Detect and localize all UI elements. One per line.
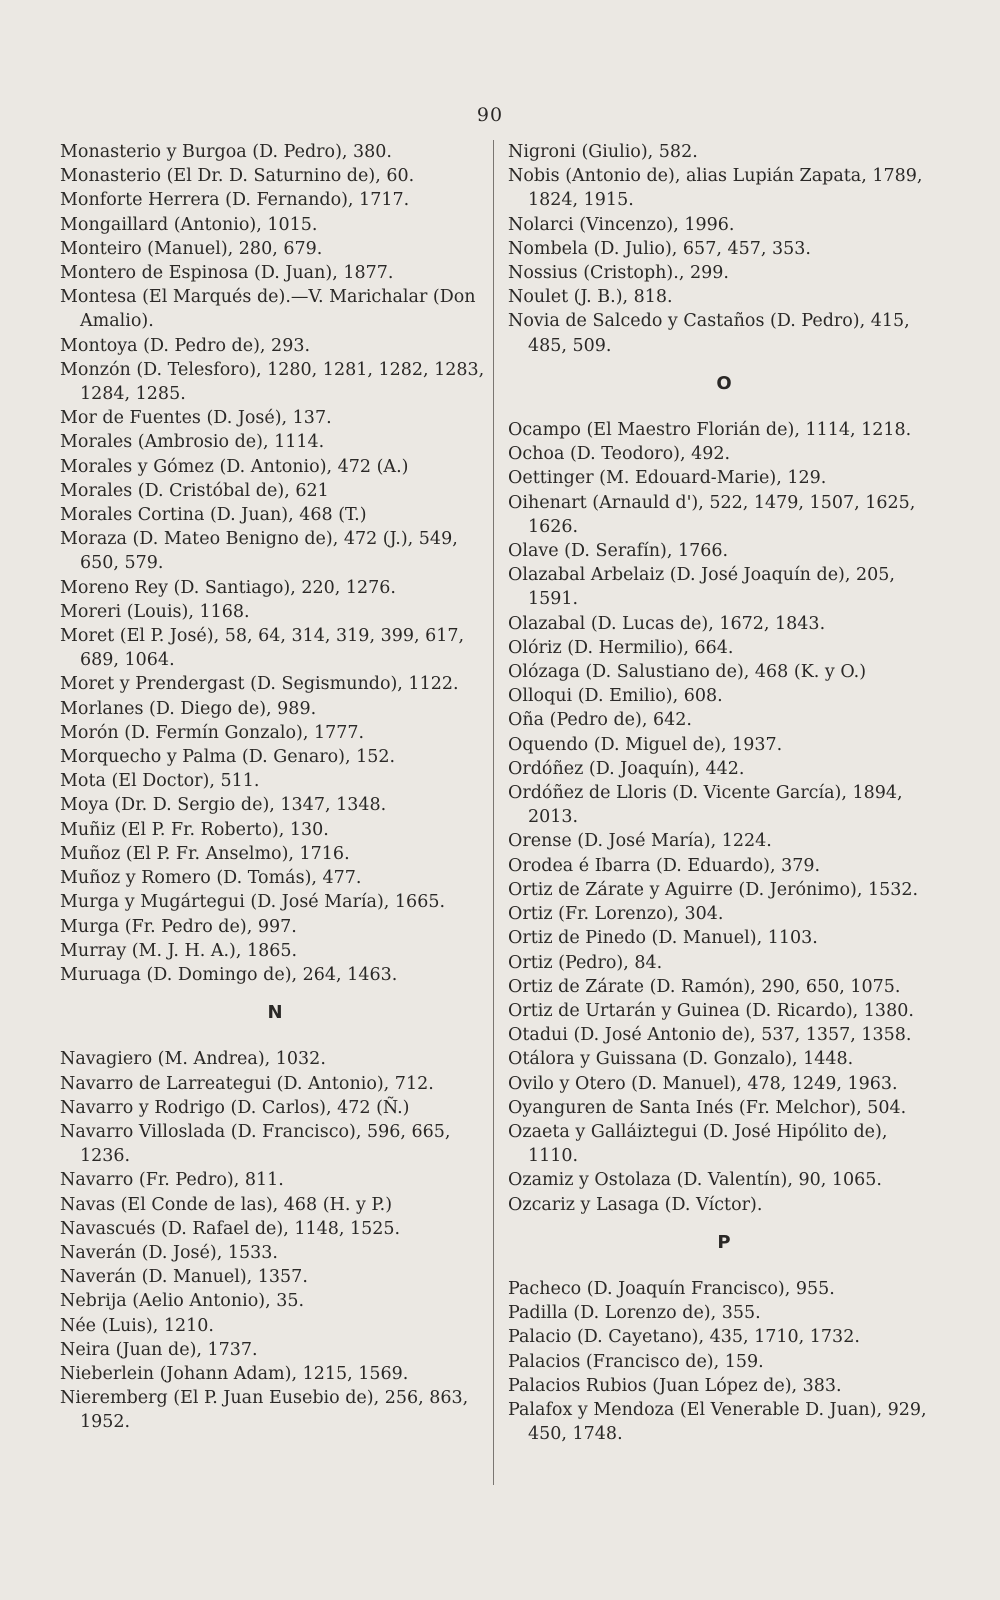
index-entry: Padilla (D. Lorenzo de), 355.: [508, 1303, 761, 1324]
index-entry: Muñiz (El P. Fr. Roberto), 130.: [60, 819, 329, 840]
column-divider: [493, 140, 494, 1485]
index-entry: Nombela (D. Julio), 657, 457, 353.: [508, 238, 811, 259]
index-entry: Oyanguren de Santa Inés (Fr. Melchor), 504.: [508, 1097, 907, 1118]
index-entry: Palacio (D. Cayetano), 435, 1710, 1732.: [508, 1327, 860, 1348]
index-entry: Pacheco (D. Joaquín Francisco), 955.: [508, 1278, 835, 1299]
index-entry: Navascués (D. Rafael de), 1148, 1525.: [60, 1218, 401, 1239]
index-entry: Navagiero (M. Andrea), 1032.: [60, 1049, 326, 1070]
index-entry: Monteiro (Manuel), 280, 679.: [60, 238, 323, 259]
index-entry: Montero de Espinosa (D. Juan), 1877.: [60, 263, 394, 284]
index-entry: Morales (D. Cristóbal de), 621: [60, 480, 329, 501]
index-entry: Navarro y Rodrigo (D. Carlos), 472 (Ñ.): [60, 1097, 410, 1118]
index-entry: Ozaeta y Galláiztegui (D. José Hipólito de), 1110.: [508, 1121, 888, 1167]
index-entry: Olloqui (D. Emilio), 608.: [508, 686, 723, 707]
index-entry: Moret y Prendergast (D. Segismundo), 1122.: [60, 674, 459, 695]
index-entry: Nebrija (Aelio Antonio), 35.: [60, 1291, 305, 1312]
index-entry: Noulet (J. B.), 818.: [508, 287, 673, 308]
index-entry: Muñoz y Romero (D. Tomás), 477.: [60, 868, 362, 889]
index-entry: Navas (El Conde de las), 468 (H. y P.): [60, 1194, 393, 1215]
index-entry: Oettinger (M. Edouard-Marie), 129.: [508, 468, 827, 489]
index-entry: Murga y Mugártegui (D. José María), 1665.: [60, 892, 446, 913]
index-entry: Mongaillard (Antonio), 1015.: [60, 214, 318, 235]
index-entry: Ozcariz y Lasaga (D. Víctor).: [508, 1194, 763, 1215]
index-entry: Nobis (Antonio de), alias Lupián Zapata, 1789, 1824, 1915.: [508, 166, 923, 211]
section-heading-o: O: [716, 372, 732, 394]
index-entry: Mor de Fuentes (D. José), 137.: [60, 408, 332, 429]
page-number: 90: [476, 104, 504, 126]
index-entry: Morales y Gómez (D. Antonio), 472 (A.): [60, 456, 409, 477]
index-entry: Navarro Villoslada (D. Francisco), 596, 665, 1236.: [60, 1121, 451, 1167]
index-entry: Ortiz de Pinedo (D. Manuel), 1103.: [508, 928, 818, 949]
index-entry: Morales Cortina (D. Juan), 468 (T.): [60, 505, 367, 526]
index-entry: Orodea é Ibarra (D. Eduardo), 379.: [508, 855, 821, 876]
index-entry: Olazabal (D. Lucas de), 1672, 1843.: [508, 613, 826, 634]
section-heading-p: P: [717, 1231, 731, 1253]
index-entry: Ovilo y Otero (D. Manuel), 478, 1249, 1963.: [508, 1073, 898, 1094]
section-heading-n: N: [267, 1002, 283, 1024]
index-entry: Ozamiz y Ostolaza (D. Valentín), 90, 1065.: [508, 1170, 882, 1191]
index-entry: Morales (Ambrosio de), 1114.: [60, 432, 325, 453]
index-entry: Ordóñez de Lloris (D. Vicente García), 1894, 2013.: [508, 783, 903, 828]
index-entry: Neira (Juan de), 1737.: [60, 1339, 258, 1360]
left-column: [60, 140, 490, 1435]
entries-o: [508, 418, 940, 1217]
index-entry: Moreri (Louis), 1168.: [60, 601, 250, 622]
index-entry: Ortiz de Urtarán y Guinea (D. Ricardo), 1380.: [508, 1000, 914, 1021]
entries-p: [508, 1277, 940, 1446]
entries-n-continued: [508, 140, 940, 358]
index-entry: Monasterio y Burgoa (D. Pedro), 380.: [60, 142, 392, 162]
index-entry: Morquecho y Palma (D. Genaro), 152.: [60, 747, 396, 768]
index-entry: Navarro (Fr. Pedro), 811.: [60, 1170, 284, 1191]
index-entry: Otálora y Guissana (D. Gonzalo), 1448.: [508, 1049, 854, 1070]
index-entry: Murray (M. J. H. A.), 1865.: [60, 940, 298, 961]
index-entry: Olózaga (D. Salustiano de), 468 (K. y O.): [508, 662, 867, 683]
index-entry: Olazabal Arbelaiz (D. José Joaquín de), 205, 1591.: [508, 565, 895, 610]
index-entry: Montesa (El Marqués de).—V. Marichalar (Don Amalio).: [60, 287, 476, 332]
index-entry: Muñoz (El P. Fr. Anselmo), 1716.: [60, 843, 350, 864]
index-entry: Orense (D. José María), 1224.: [508, 831, 772, 852]
index-entry: Monforte Herrera (D. Fernando), 1717.: [60, 190, 410, 211]
index-entry: Novia de Salcedo y Castaños (D. Pedro), 415, 485, 509.: [508, 311, 910, 356]
index-entry: Nossius (Cristoph)., 299.: [508, 263, 729, 284]
index-entry: Muruaga (D. Domingo de), 264, 1463.: [60, 964, 398, 985]
index-entry: Monzón (D. Telesforo), 1280, 1281, 1282, 1283, 1284, 1285.: [60, 359, 485, 405]
index-entry: Olóriz (D. Hermilio), 664.: [508, 637, 734, 658]
index-entry: Montoya (D. Pedro de), 293.: [60, 335, 311, 356]
index-entry: Nigroni (Giulio), 582.: [508, 142, 698, 162]
entries-m: [60, 140, 490, 987]
index-entry: Nieberlein (Johann Adam), 1215, 1569.: [60, 1363, 409, 1384]
index-entry: Morón (D. Fermín Gonzalo), 1777.: [60, 722, 365, 743]
entries-n: [60, 1047, 490, 1434]
index-entry: Moreno Rey (D. Santiago), 220, 1276.: [60, 577, 396, 598]
index-entry: Monasterio (El Dr. D. Saturnino de), 60.: [60, 166, 415, 187]
index-entry: Naverán (D. José), 1533.: [60, 1242, 278, 1263]
index-entry: Oihenart (Arnauld d'), 522, 1479, 1507, 1625, 1626.: [508, 492, 916, 537]
index-entry: Oña (Pedro de), 642.: [508, 710, 692, 731]
index-entry: Mota (El Doctor), 511.: [60, 771, 260, 792]
index-entry: Palafox y Mendoza (El Venerable D. Juan), 929, 450, 1748.: [508, 1399, 927, 1445]
index-entry: Ocampo (El Maestro Florián de), 1114, 1218.: [508, 420, 912, 441]
index-entry: Ochoa (D. Teodoro), 492.: [508, 444, 731, 465]
index-entry: Naverán (D. Manuel), 1357.: [60, 1267, 308, 1288]
index-entry: Ordóñez (D. Joaquín), 442.: [508, 758, 745, 779]
index-entry: Née (Luis), 1210.: [60, 1315, 214, 1336]
index-entry: Ortiz (Pedro), 84.: [508, 952, 663, 973]
index-entry: Palacios (Francisco de), 159.: [508, 1351, 764, 1372]
index-entry: Olave (D. Serafín), 1766.: [508, 541, 729, 562]
index-entry: Navarro de Larreategui (D. Antonio), 712.: [60, 1073, 434, 1094]
index-entry: Moret (El P. José), 58, 64, 314, 319, 399, 617, 689, 1064.: [60, 626, 465, 671]
index-entry: Morlanes (D. Diego de), 989.: [60, 698, 317, 719]
index-entry: Nolarci (Vincenzo), 1996.: [508, 214, 735, 235]
index-entry: Ortiz de Zárate (D. Ramón), 290, 650, 1075.: [508, 976, 901, 997]
index-entry: Moraza (D. Mateo Benigno de), 472 (J.), 549, 650, 579.: [60, 529, 458, 574]
index-entry: Palacios Rubios (Juan López de), 383.: [508, 1375, 842, 1396]
index-entry: Oquendo (D. Miguel de), 1937.: [508, 734, 783, 755]
index-entry: Ortiz de Zárate y Aguirre (D. Jerónimo), 1532.: [508, 879, 919, 900]
index-entry: Murga (Fr. Pedro de), 997.: [60, 916, 297, 937]
index-entry: Nieremberg (El P. Juan Eusebio de), 256, 863, 1952.: [60, 1388, 469, 1433]
index-entry: Ortiz (Fr. Lorenzo), 304.: [508, 904, 724, 925]
right-column: [508, 140, 940, 1446]
index-entry: Moya (Dr. D. Sergio de), 1347, 1348.: [60, 795, 387, 816]
index-entry: Otadui (D. José Antonio de), 537, 1357, 1358.: [508, 1025, 912, 1046]
